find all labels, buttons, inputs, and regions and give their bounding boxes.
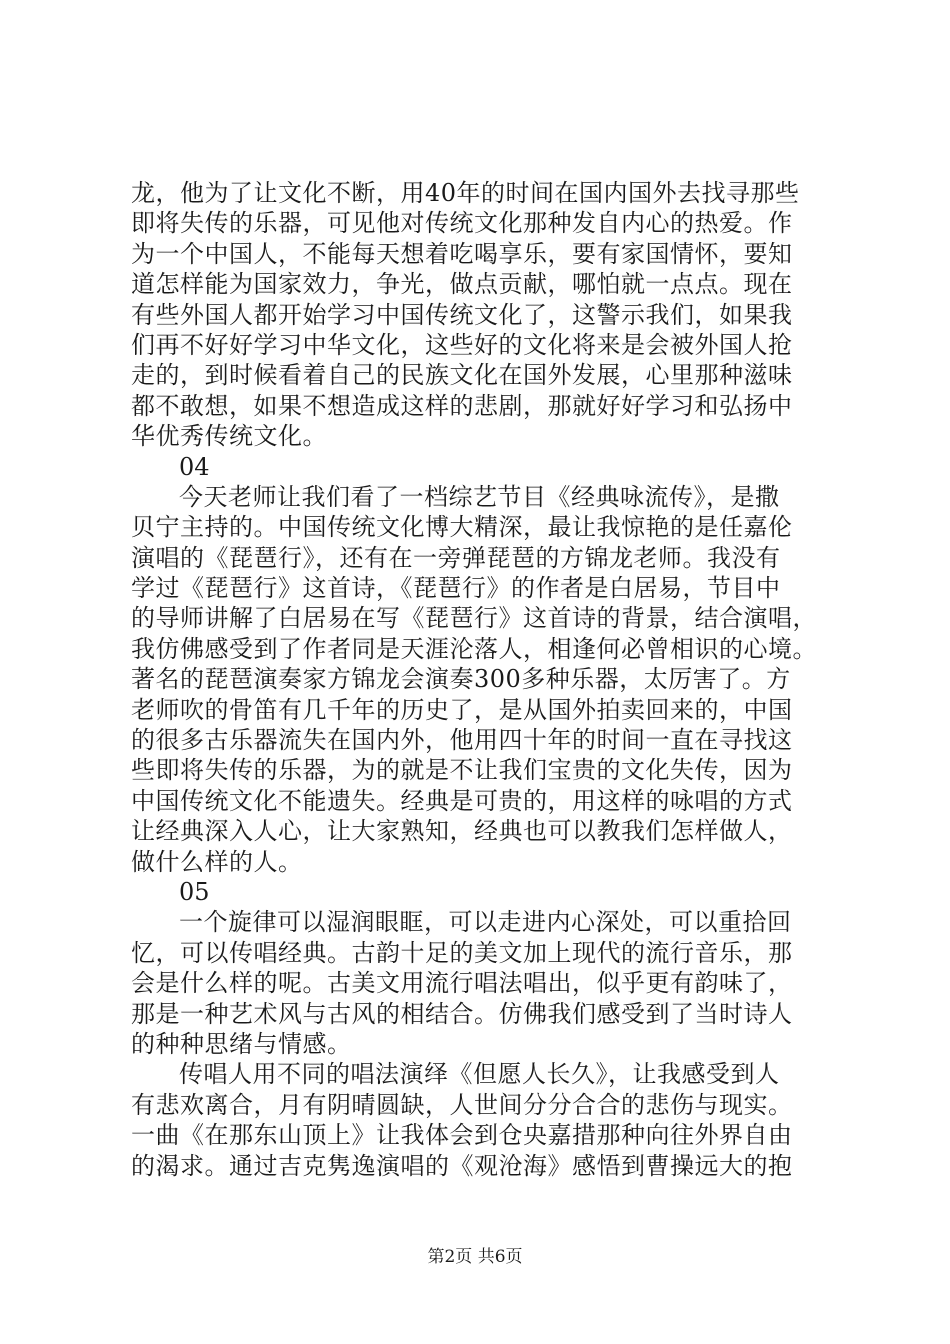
text-line: 华优秀传统文化。 bbox=[131, 422, 327, 451]
paragraph bbox=[131, 178, 831, 452]
section-number: 04 bbox=[179, 452, 210, 481]
text-line: 著名的琵琶演奏家方锦龙会演奏300多种乐器，太厉害了。方 bbox=[131, 665, 791, 694]
text-line: 龙，他为了让文化不断，用40年的时间在国内国外去找寻那些 bbox=[131, 179, 800, 207]
text-line: 的种种思绪与情感。 bbox=[131, 1029, 352, 1058]
text-line: 演唱的《琵琶行》，还有在一旁弹琵琶的方锦龙老师。我没有 bbox=[131, 543, 781, 572]
text-line: 忆，可以传唱经典。古韵十足的美文加上现代的流行音乐，那 bbox=[131, 938, 793, 967]
text-line: 的导师讲解了白居易在写《琵琶行》这首诗的背景，结合演唱， bbox=[131, 604, 817, 633]
text-line: 让经典深入人心，让大家熟知，经典也可以教我们怎样做人， bbox=[131, 817, 793, 846]
text-line: 一个旋律可以湿润眼眶，可以走进内心深处，可以重拾回 bbox=[179, 908, 792, 937]
text-line: 做什么样的人。 bbox=[131, 847, 303, 876]
text-line: 那是一种艺术风与古风的相结合。仿佛我们感受到了当时诗人 bbox=[131, 999, 793, 1028]
document-body bbox=[131, 178, 831, 1181]
text-line: 为一个中国人，不能每天想着吃喝享乐，要有家国情怀，要知 bbox=[131, 239, 793, 268]
text-line: 学过《琵琶行》这首诗，《琵琶行》的作者是白居易，节目中 bbox=[131, 574, 781, 603]
page-footer: 第2页 共6页 bbox=[427, 1247, 523, 1267]
text-line: 我仿佛感受到了作者同是天涯沦落人，相逢何必曾相识的心境。 bbox=[131, 634, 817, 663]
section-number: 05 bbox=[179, 877, 210, 906]
text-line: 有悲欢离合，月有阴晴圆缺，人世间分分合合的悲伤与现实。 bbox=[131, 1090, 793, 1119]
text-line: 传唱人用不同的唱法演绎《但愿人长久》，让我感受到人 bbox=[179, 1060, 780, 1089]
text-line: 中国传统文化不能遗失。经典是可贵的，用这样的咏唱的方式 bbox=[131, 786, 793, 815]
text-line: 贝宁主持的。中国传统文化博大精深，最让我惊艳的是任嘉伦 bbox=[131, 513, 793, 542]
text-line: 即将失传的乐器，可见他对传统文化那种发自内心的热爱。作 bbox=[131, 209, 793, 238]
text-line: 的渴求。通过吉克隽逸演唱的《观沧海》感悟到曹操远大的抱 bbox=[131, 1151, 793, 1180]
text-line: 们再不好好学习中华文化，这些好的文化将来是会被外国人抢 bbox=[131, 330, 793, 359]
paragraph bbox=[131, 1059, 831, 1181]
text-line: 道怎样能为国家效力，争光，做点贡献，哪怕就一点点。现在 bbox=[131, 270, 793, 299]
text-line: 今天老师让我们看了一档综艺节目《经典咏流传》，是撒 bbox=[179, 482, 780, 511]
paragraph bbox=[131, 907, 831, 1059]
text-line: 都不敢想，如果不想造成这样的悲剧，那就好好学习和弘扬中 bbox=[131, 391, 793, 420]
text-line: 会是什么样的呢。古美文用流行唱法唱出，似乎更有韵味了， bbox=[131, 969, 793, 998]
text-line: 一曲《在那东山顶上》让我体会到仓央嘉措那种向往外界自由 bbox=[131, 1121, 793, 1150]
text-line: 些即将失传的乐器，为的就是不让我们宝贵的文化失传，因为 bbox=[131, 756, 793, 785]
text-line: 有些外国人都开始学习中国传统文化了，这警示我们，如果我 bbox=[131, 300, 793, 329]
text-line: 的很多古乐器流失在国内外，他用四十年的时间一直在寻找这 bbox=[131, 726, 793, 755]
paragraph bbox=[131, 482, 831, 877]
text-line: 走的，到时候看着自己的民族文化在国外发展，心里那种滋味 bbox=[131, 361, 793, 390]
text-line: 老师吹的骨笛有几千年的历史了，是从国外拍卖回来的，中国 bbox=[131, 695, 793, 724]
